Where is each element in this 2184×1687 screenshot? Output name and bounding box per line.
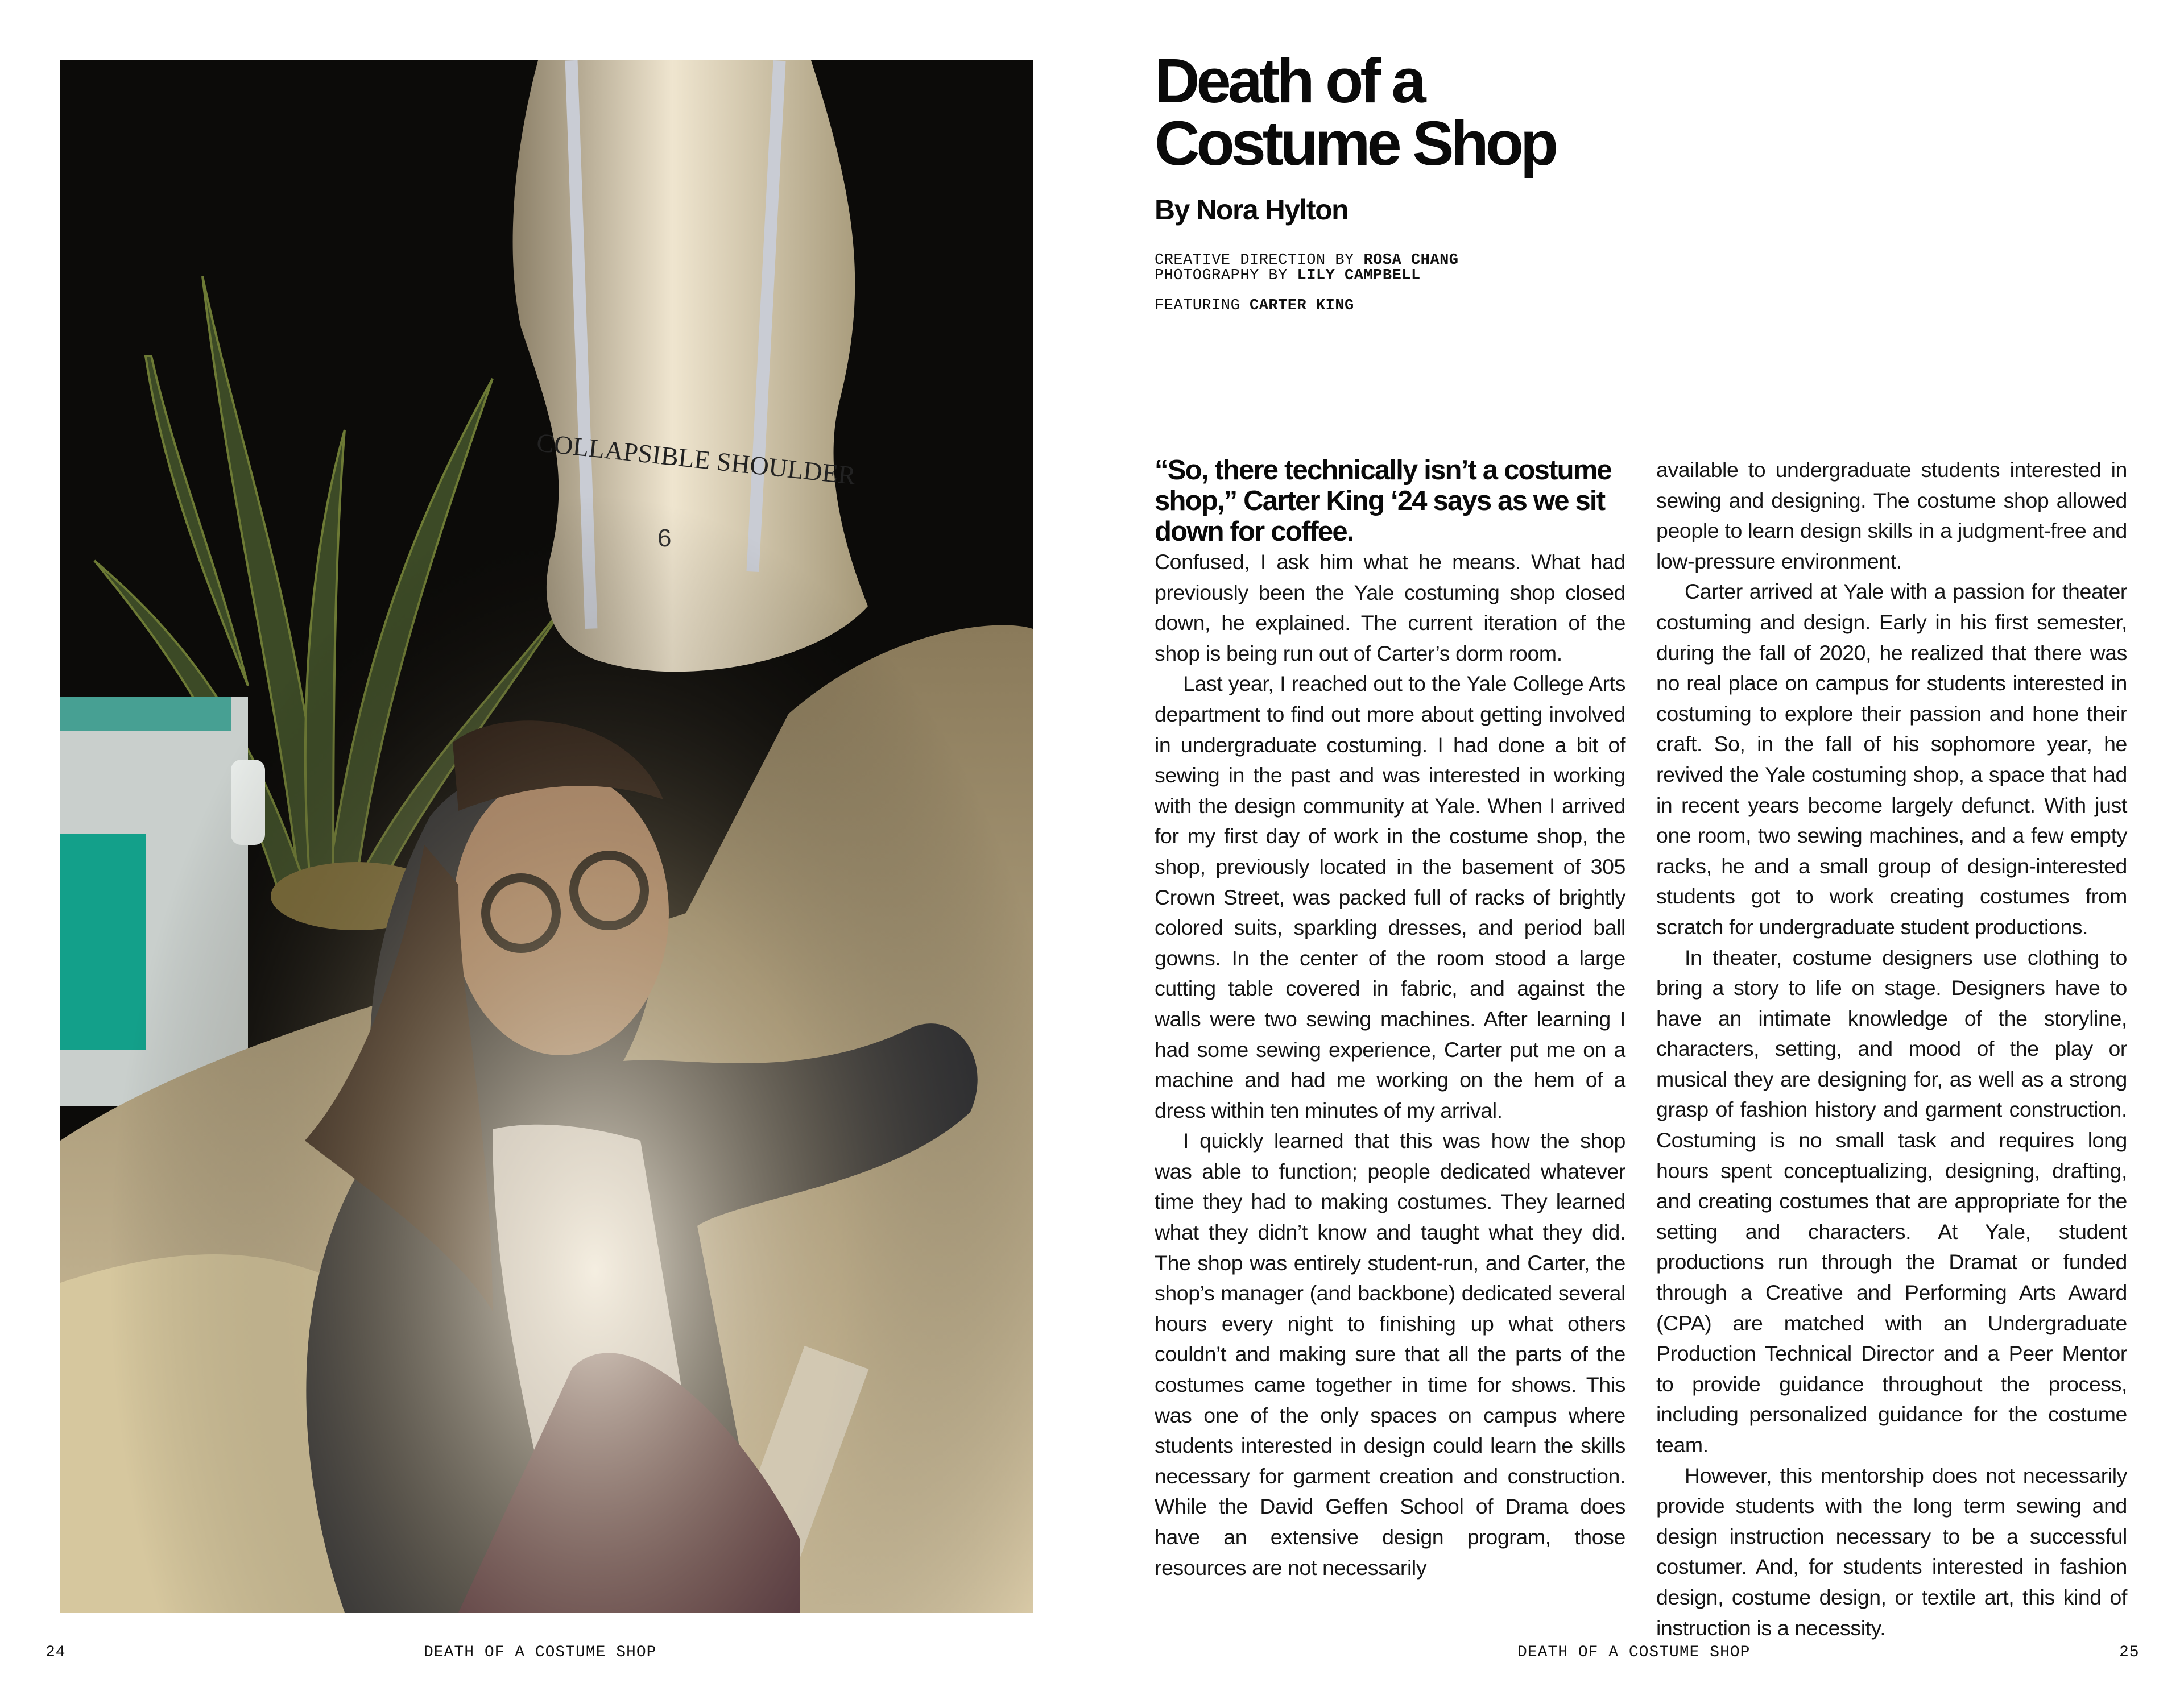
body-paragraph: Carter arrived at Yale with a passion for theater costuming and design. Early in his first semester, during the fall of 2020, he realized that there was no real place on campus for students interested in costuming to explore their passion and hone their craft. So, in the fall of his sophomore year, he revived the Yale costuming shop, a space that had in recent years become largely defunct. With just one room, two sewing machines, and a few empty racks, he and a small group of design-interested students got to work creating costumes from scratch for undergraduate student productions. xyxy=(1656,579,2127,939)
body-column-2 xyxy=(1656,455,2127,1643)
article-title-line1: Death of a xyxy=(1155,46,1423,116)
body-paragraph: Last year, I reached out to the Yale College Arts department to find out more about getting involved in undergraduate costuming. I had done a bit of sewing in the past and was interested in working with the design community at Yale. When I arrived for my first day of work in the costume shop, the shop, previously located in the basement of 305 Crown Street, was packed full of racks of brightly colored suits, sparkling dresses, and period ball gowns. In the center of the room stood a large cutting table covered in fabric, and against the walls were two sewing machines. After learning I had some sewing experience, Carter put me on a machine and had me working on the hem of a dress within ten minutes of my arrival. xyxy=(1155,672,1625,1122)
credit-name: ROSA CHANG xyxy=(1363,252,1459,269)
article-title-line2: Costume Shop xyxy=(1155,109,1556,179)
running-head-right: DEATH OF A COSTUME SHOP xyxy=(1517,1644,1751,1661)
article-credits xyxy=(1155,253,1610,314)
credit-label: CREATIVE DIRECTION BY xyxy=(1155,252,1364,269)
credit-photography xyxy=(1155,268,1610,284)
photo-illustration xyxy=(60,60,1033,1613)
credit-creative-direction xyxy=(1155,253,1610,268)
body-paragraph: available to undergraduate students interested in sewing and designing. The costume shop allowed people to learn design skills in a judgment-free and low-pressure environment. xyxy=(1656,458,2127,573)
credit-label: PHOTOGRAPHY BY xyxy=(1155,267,1297,284)
body-paragraph: Confused, I ask him what he means. What had previously been the Yale costuming shop closed down, he explained. The current iteration of the shop is being run out of Carter’s dorm room. xyxy=(1155,550,1625,665)
credit-label: FEATURING xyxy=(1155,297,1250,314)
page-number-left: 24 xyxy=(46,1644,66,1661)
credit-name: CARTER KING xyxy=(1250,297,1354,314)
body-paragraph: I quickly learned that this was how the shop was able to function; people dedicated whatever time they had to making costumes. They learned what they didn’t know and taught what they did. The shop was entirely student-run, and Carter, the shop’s manager (and backbone) dedicated several hours every night to finishing up what others couldn’t and making sure that all the parts of the costumes came together in time for shows. This was one of the only spaces on campus where students interested in design could learn the skills necessary for garment creation and construction. While the David Geffen School of Drama does have an extensive design program, those resources are not necessarily xyxy=(1155,1129,1625,1580)
article-title xyxy=(1155,46,1723,179)
body-paragraph: However, this mentorship does not necessarily provide students with the long term sewing and design instruction necessary to be a successful costumer. And, for students interested in fashion design, costume design, or textile art, this kind of instruction is a necessity. xyxy=(1656,1463,2127,1640)
page-number-right: 25 xyxy=(2119,1644,2140,1661)
running-head-left: DEATH OF A COSTUME SHOP xyxy=(424,1644,657,1661)
pull-quote: “So, there technically isn’t a costume shop,” Carter King ‘24 says as we sit down for coffee. xyxy=(1155,455,1611,547)
portrait-photo xyxy=(60,60,1033,1613)
body-paragraph: In theater, costume designers use clothing to bring a story to life on stage. Designers have to have an intimate knowledge of the storyline, characters, setting, and mood of the play or musical they are designing for, as well as a strong grasp of fashion history and garment construction. Costuming is no small task and requires long hours spent conceptualizing, designing, drafting, and creating costumes that are appropriate for the setting and characters. At Yale, student productions run through the Dramat or funded through a Creative and Performing Arts Award (CPA) are matched with an Undergraduate Production Technical Director and a Peer Mentor to provide guidance throughout the process, including personalized guidance for the costume team. xyxy=(1656,945,2127,1457)
credit-name: LILY CAMPBELL xyxy=(1297,267,1421,284)
credit-featuring xyxy=(1155,299,1610,314)
body-column-1 xyxy=(1155,455,1625,1583)
article-byline: By Nora Hylton xyxy=(1155,194,1349,226)
